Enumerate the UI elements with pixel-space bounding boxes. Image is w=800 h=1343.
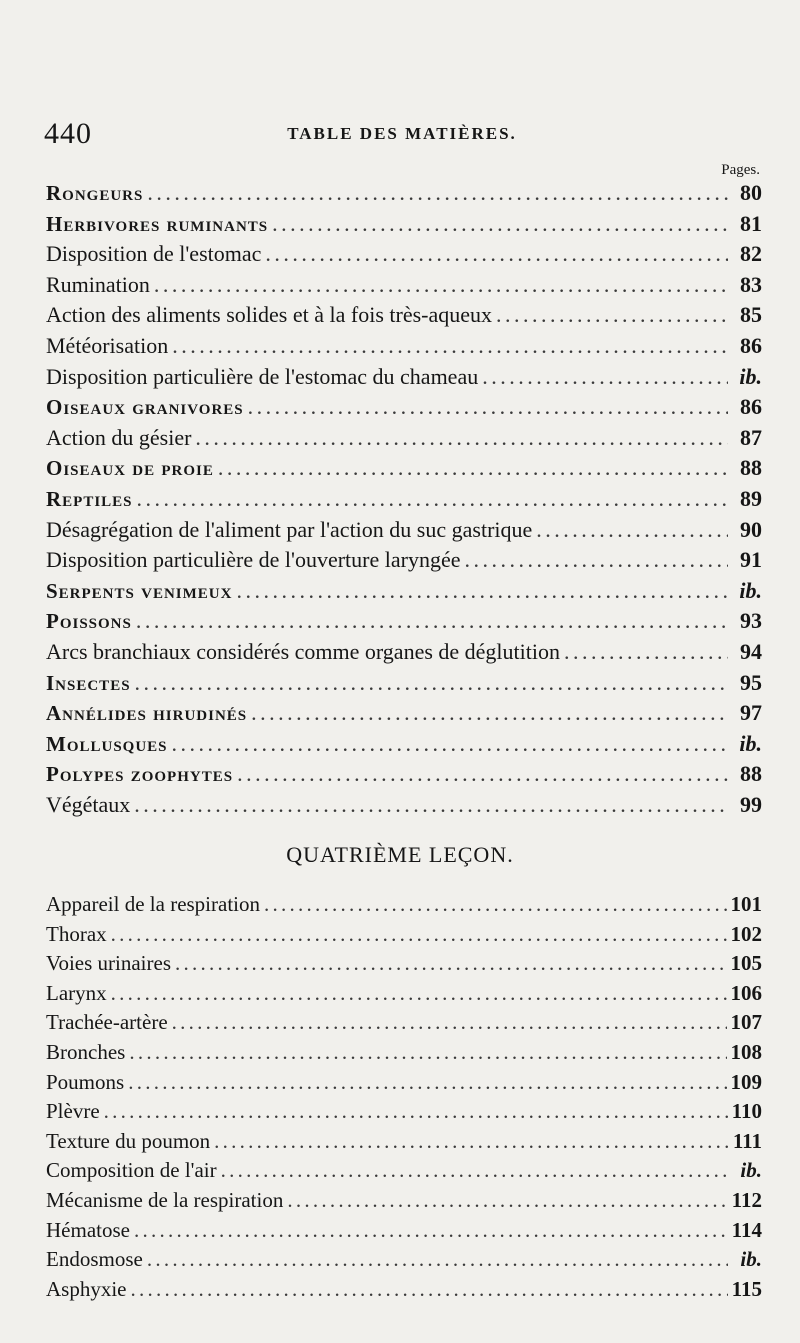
toc-entry <box>46 239 762 270</box>
toc-entry-page: 101 <box>730 892 762 916</box>
toc-entry <box>46 1097 762 1127</box>
toc-entry <box>46 637 762 668</box>
dot-leader <box>214 1127 728 1157</box>
toc-entry-page: ib. <box>739 363 762 389</box>
toc-entry-page: 86 <box>740 394 762 420</box>
toc-entry-title: Polypes zoophytes <box>46 762 234 787</box>
toc-entry <box>46 759 762 790</box>
dot-leader <box>248 392 728 423</box>
toc-entry <box>46 362 762 393</box>
dot-leader <box>536 515 728 546</box>
toc-entry <box>46 453 762 484</box>
toc-entry-title: Disposition particulière de l'estomac du chameau <box>46 363 479 389</box>
dot-leader <box>236 576 728 607</box>
toc-entry-page: 88 <box>740 455 762 481</box>
toc-entry <box>46 178 762 209</box>
dot-leader <box>175 949 726 979</box>
toc-entry-page: 94 <box>740 638 762 664</box>
toc-entry <box>46 209 762 240</box>
toc-entry <box>46 515 762 546</box>
toc-entry-title: Annélides hirudinés <box>46 701 248 726</box>
toc-entry <box>46 1245 762 1275</box>
toc-entry-page: 114 <box>731 1217 762 1242</box>
toc-entry <box>46 949 762 979</box>
dot-leader <box>135 668 728 699</box>
toc-entry-page: 91 <box>740 547 762 573</box>
toc-entry-title: Poissons <box>46 609 132 634</box>
toc-entry-title: Voies urinaires <box>46 951 172 976</box>
toc-entry <box>46 1068 762 1098</box>
toc-entry <box>46 668 762 699</box>
toc-entry-title: Action des aliments solides et à la fois très-aqueux <box>46 302 492 328</box>
toc-entry-title: Désagrégation de l'aliment par l'action du suc gastrique <box>46 516 533 542</box>
toc-entry <box>46 1275 762 1305</box>
toc-entry <box>46 576 762 607</box>
toc-entry-page: 85 <box>740 302 762 328</box>
toc-entry-page: 111 <box>732 1128 762 1153</box>
toc-entry <box>46 698 762 729</box>
toc-entry <box>46 331 762 362</box>
toc-entry-page: 88 <box>740 761 762 787</box>
page-number: 440 <box>44 117 92 150</box>
toc-entry-title: Mollusques <box>46 731 168 756</box>
dot-leader <box>111 920 727 950</box>
toc-entry-page: 99 <box>740 791 762 817</box>
dot-leader <box>465 545 729 576</box>
toc-entry-page: ib. <box>740 1247 762 1272</box>
toc-entry-page: 83 <box>740 271 762 297</box>
toc-entry-page: 110 <box>731 1099 762 1124</box>
dot-leader <box>131 1275 728 1305</box>
toc-list-section-one <box>46 178 762 820</box>
toc-entry-title: Appareil de la respiration <box>46 892 260 916</box>
toc-entry-title: Arcs branchiaux considérés comme organes de déglutition <box>46 638 560 664</box>
toc-entry <box>46 484 762 515</box>
dot-leader <box>134 1216 728 1246</box>
dot-leader <box>136 606 728 637</box>
dot-leader <box>264 890 727 920</box>
toc-entry-page: 87 <box>740 424 762 450</box>
dot-leader <box>128 1068 726 1098</box>
toc-entry-title: Rongeurs <box>46 181 144 205</box>
dot-leader <box>147 1245 728 1275</box>
dot-leader <box>218 453 728 484</box>
toc-entry-title: Mécanisme de la respiration <box>46 1187 284 1212</box>
toc-entry <box>46 1216 762 1246</box>
toc-entry <box>46 545 762 576</box>
toc-entry-page: 93 <box>740 608 762 634</box>
dot-leader <box>195 423 728 454</box>
toc-entry <box>46 1186 762 1216</box>
toc-entry-page: 105 <box>730 951 762 976</box>
toc-entry-page: 90 <box>740 516 762 542</box>
toc-entry <box>46 790 762 821</box>
toc-entry-page: 107 <box>730 1010 762 1035</box>
toc-entry-title: Endosmose <box>46 1247 143 1272</box>
dot-leader <box>111 979 727 1009</box>
toc-entry <box>46 392 762 423</box>
toc-entry-page: 106 <box>730 980 762 1005</box>
dot-leader <box>265 239 728 270</box>
dot-leader <box>104 1097 728 1127</box>
toc-entry-page: ib. <box>739 577 762 603</box>
toc-entry-page: 115 <box>731 1276 762 1301</box>
dot-leader <box>172 729 728 760</box>
toc-entry <box>46 1008 762 1038</box>
section-heading: QUATRIÈME LEÇON. <box>286 842 514 867</box>
toc-entry-page: 102 <box>730 921 762 946</box>
toc-entry-title: Oiseaux granivores <box>46 395 244 420</box>
dot-leader <box>564 637 728 668</box>
toc-entry-page: 89 <box>740 485 762 511</box>
toc-entry <box>46 1038 762 1068</box>
toc-entry <box>46 1127 762 1157</box>
dot-leader <box>482 362 728 393</box>
toc-entry-page: 95 <box>740 669 762 695</box>
toc-entry-title: Thorax <box>46 921 107 946</box>
toc-entry-page: ib. <box>740 1158 762 1183</box>
toc-entry-title: Disposition particulière de l'ouverture laryngée <box>46 547 461 573</box>
dot-leader <box>147 178 728 209</box>
toc-entry-title: Larynx <box>46 980 107 1005</box>
toc-entry-title: Végétaux <box>46 791 131 817</box>
dot-leader <box>129 1038 726 1068</box>
toc-entry-page: ib. <box>739 730 762 756</box>
toc-entry <box>46 920 762 950</box>
pages-column-label: Pages. <box>721 162 760 178</box>
toc-entry-title: Texture du poumon <box>46 1128 211 1153</box>
dot-leader <box>154 270 728 301</box>
dot-leader <box>137 484 728 515</box>
toc-entry-title: Hématose <box>46 1217 130 1242</box>
toc-entry <box>46 890 762 920</box>
toc-entry-page: 97 <box>740 700 762 726</box>
toc-entry-title: Disposition de l'estomac <box>46 241 262 267</box>
toc-entry-title: Trachée-artère <box>46 1010 168 1035</box>
toc-entry-page: 80 <box>740 180 762 205</box>
toc-entry-title: Insectes <box>46 670 131 695</box>
toc-entry <box>46 606 762 637</box>
toc-entry-title: Action du gésier <box>46 424 192 450</box>
dot-leader <box>172 1008 727 1038</box>
running-head <box>44 117 760 153</box>
toc-entry-page: 81 <box>740 210 762 236</box>
toc-entry-title: Oiseaux de proie <box>46 456 214 481</box>
toc-entry-page: 86 <box>740 332 762 358</box>
toc-entry-title: Asphyxie <box>46 1276 127 1301</box>
toc-entry-title: Reptiles <box>46 486 133 511</box>
dot-leader <box>134 790 728 821</box>
dot-leader <box>237 759 728 790</box>
toc-entry-page: 108 <box>730 1039 762 1064</box>
toc-entry <box>46 270 762 301</box>
toc-entry <box>46 729 762 760</box>
dot-leader <box>496 300 728 331</box>
dot-leader <box>251 698 728 729</box>
toc-entry <box>46 300 762 331</box>
toc-entry-title: Herbivores ruminants <box>46 211 269 236</box>
toc-entry-page: 82 <box>740 241 762 267</box>
toc-list-section-two <box>46 890 762 1304</box>
dot-leader <box>287 1186 727 1216</box>
toc-entry <box>46 979 762 1009</box>
toc-entry <box>46 423 762 454</box>
toc-entry-title: Serpents venimeux <box>46 578 233 603</box>
toc-entry-title: Bronches <box>46 1039 126 1064</box>
toc-entry-title: Composition de l'air <box>46 1158 217 1183</box>
toc-entry-page: 109 <box>730 1069 762 1094</box>
toc-entry <box>46 1156 762 1186</box>
toc-entry-title: Rumination <box>46 271 150 297</box>
running-title: TABLE DES MATIÈRES. <box>287 124 517 143</box>
toc-entry-title: Météorisation <box>46 332 169 358</box>
toc-entry-title: Plèvre <box>46 1099 100 1124</box>
dot-leader <box>172 331 728 362</box>
toc-entry-title: Poumons <box>46 1069 125 1094</box>
toc-entry-page: 112 <box>731 1187 762 1212</box>
dot-leader <box>221 1156 728 1186</box>
dot-leader <box>272 209 728 240</box>
